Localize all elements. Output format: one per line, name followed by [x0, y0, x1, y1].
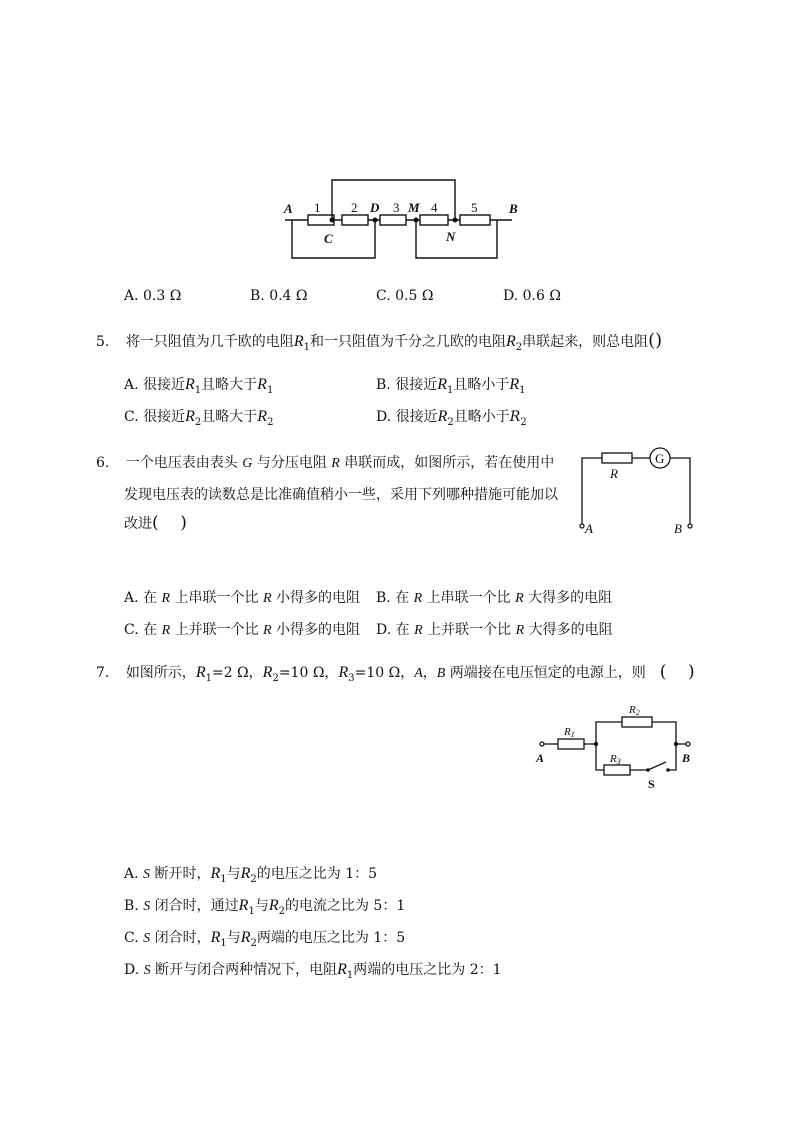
q5-option-a[interactable]: A. 很接近$R_1$且略大于$R_1$ — [124, 376, 274, 396]
q7-option-b[interactable]: B. S 闭合时，通过$R_1$与$R_2$的电流之比为 5：1 — [124, 897, 406, 917]
q7-option-a[interactable]: A. S 断开时，$R_1$与$R_2$的电压之比为 1：5 — [124, 865, 378, 885]
q6-option-d[interactable]: D. 在 R 上并联一个比 R 大得多的电阻 — [376, 622, 613, 638]
q5-option-d[interactable]: D. 很接近$R_2$且略小于$R_2$ — [376, 408, 527, 428]
voltmeter-figure — [572, 440, 697, 540]
node-m-label: M — [408, 200, 420, 215]
q4-option-b[interactable]: B. 0.4 Ω — [250, 288, 308, 304]
q4-option-a[interactable]: A. 0.3 Ω — [124, 288, 182, 304]
switch-s-label: S — [648, 777, 655, 791]
q7-number: 7. — [96, 665, 110, 681]
node-c-label: C — [324, 231, 333, 246]
q6-option-b[interactable]: B. 在 R 上串联一个比 R 大得多的电阻 — [376, 590, 613, 606]
r2-label: R2 — [629, 704, 640, 717]
r1-label: R1 — [564, 726, 575, 739]
q6-number: 6. — [96, 455, 110, 471]
q4-option-c[interactable]: C. 0.5 Ω — [376, 288, 434, 304]
node-a-label: A — [284, 201, 293, 216]
q6-stem-line2: 发现电压表的读数总是比准确值稍小一些，采用下列哪种措施可能加以 — [124, 487, 558, 503]
voltmeter-b-label: B — [674, 521, 682, 536]
q7-option-d[interactable]: D. S 断开与闭合两种情况下，电阻$R_1$两端的电压之比为 2：1 — [124, 961, 502, 981]
resistor-4-label: 4 — [431, 200, 438, 215]
q5-option-b[interactable]: B. 很接近$R_1$且略小于$R_1$ — [376, 376, 526, 396]
node-b-label: B — [509, 201, 518, 216]
q4-option-d[interactable]: D. 0.6 Ω — [503, 288, 561, 304]
resistor-5-label: 5 — [471, 200, 478, 215]
node-n-label: N — [446, 229, 456, 244]
q5-option-c[interactable]: C. 很接近$R_2$且略大于$R_2$ — [124, 408, 274, 428]
q6-option-a[interactable]: A. 在 R 上串联一个比 R 小得多的电阻 — [124, 590, 360, 606]
node-d-label: D — [370, 200, 380, 215]
voltmeter-a-label: A — [585, 521, 593, 536]
q7-stem: 7. 如图所示，$R_1=2$ Ω，$R_2=10$ Ω，$R_3=10$ Ω，A，B 两端接在电压恒定的电源上，则 ( ) — [96, 662, 695, 684]
voltmeter-g-label: G — [655, 451, 665, 466]
q6-option-c[interactable]: C. 在 R 上并联一个比 R 小得多的电阻 — [124, 622, 361, 638]
q7-option-c[interactable]: C. S 闭合时，$R_1$与$R_2$两端的电压之比为 1：5 — [124, 929, 406, 949]
resistor-3-label: 3 — [393, 200, 400, 215]
q5-number: 5. — [96, 334, 110, 350]
resistor-1-label: 1 — [314, 200, 321, 215]
resistor-2-label: 2 — [351, 200, 358, 215]
q6-stem-line1: 6. 一个电压表由表头 G 与分压电阻 R 串联而成，如图所示，若在使用中 — [96, 455, 555, 471]
switch-circuit-figure — [530, 700, 700, 810]
voltmeter-r-label: R — [610, 466, 618, 481]
terminal-a-label: A — [536, 751, 545, 765]
r3-label: R3 — [610, 753, 621, 766]
resistor-network-figure — [280, 175, 530, 265]
q6-stem-line3: 改进( ) — [124, 513, 187, 533]
terminal-b-label: B — [682, 751, 691, 765]
q5-stem: 5. 将一只阻值为几千欧的电阻$R_1$和一只阻值为千分之几欧的电阻$R_2$串联起来，则总电阻() — [96, 330, 663, 353]
